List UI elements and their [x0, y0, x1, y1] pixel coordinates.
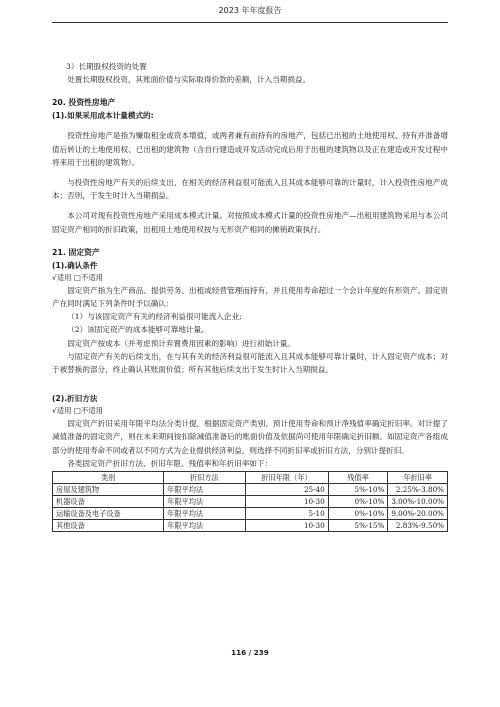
section-21-para-2: 固定资产按成本（并考虑预计弃置费用因素的影响）进行初始计量。 — [67, 338, 295, 348]
document-body — [52, 60, 448, 532]
table-header-cell: 年折旧率 — [388, 472, 448, 484]
table-cell: 2.83%-9.50% — [388, 520, 448, 532]
report-header: 2023 年年度报告 — [218, 6, 282, 15]
table-cell: 5%-10% — [328, 484, 388, 496]
section-21-heading: 21. 固定资产 — [52, 247, 100, 257]
table-cell: 2.25%-3.80% — [388, 484, 448, 496]
table-header-cell: 折旧年限（年） — [245, 472, 328, 484]
table-cell: 5-10 — [245, 508, 328, 520]
table-header-cell: 类别 — [53, 472, 164, 484]
table-header-cell: 折旧方法 — [164, 472, 245, 484]
page-number: 116 / 239 — [231, 648, 269, 657]
table-cell: 3.00%-10.00% — [388, 496, 448, 508]
applicability-checkbox-2: √适用 □不适用 — [52, 406, 103, 416]
depreciation-table — [52, 471, 448, 532]
table-row — [53, 520, 448, 532]
table-cell: 年限平均法 — [164, 496, 245, 508]
table-cell: 年限平均法 — [164, 484, 245, 496]
table-cell: 9.00%-20.00% — [388, 508, 448, 520]
section-20-para-2: 与投资性房地产有关的后续支出，在相关的经济利益很可能流入且其成本能够可靠的计量时，计入投资性房地产成本；否则，于发生时计入当期损益。 — [52, 178, 448, 201]
table-cell: 25-40 — [245, 484, 328, 496]
table-row — [53, 496, 448, 508]
recognition-condition-1: （1）与该固定资产有关的经济利益很可能流入企业; — [67, 312, 242, 322]
recognition-condition-2: （2）该固定资产的成本能够可靠地计量。 — [67, 325, 209, 335]
table-cell: 10-30 — [245, 520, 328, 532]
table-header-row — [53, 472, 448, 484]
section-21-para-1: 固定资产指为生产商品、提供劳务、出租或经营管理而持有，并且使用寿命超过一个会计年度的有形资产。固定资产在同时满足下列条件时予以确认： — [52, 285, 448, 309]
table-cell: 运输设备及电子设备 — [53, 508, 164, 520]
section-20-para-1: 投资性房地产是指为赚取租金或资本增值，或两者兼有而持有的房地产，包括已出租的土地使用权、持有并准备增值后转让的土地使用权、已出租的建筑物（含自行建造或开发活动完成后用于出租的建筑物以及正在建造或开发过程中将来用于出租的建筑物）。 — [52, 131, 448, 167]
section-20-heading: 20. 投资性房地产 — [52, 98, 116, 108]
lt-investment-disposal-heading: 3）长期股权投资的处置 — [66, 62, 147, 71]
lt-investment-disposal-text: 处置长期股权投资，其账面价值与实际取得价款的差额，计入当期损益。 — [67, 75, 311, 85]
table-cell: 年限平均法 — [164, 508, 245, 520]
section-21-para-3: 与固定资产有关的后续支出，在与其有关的经济利益很可能流入且其成本能够可靠计量时，计入固定资产成本；对于被替换的部分，终止确认其账面价值；所有其他后续支出于发生时计入当期损益。 — [52, 351, 448, 375]
table-cell: 机器设备 — [53, 496, 164, 508]
table-cell: 0%-10% — [328, 508, 388, 520]
section-21-subheading-depreciation: (2).折旧方法 — [52, 394, 98, 404]
applicability-checkbox-1: √适用 □不适用 — [52, 272, 103, 282]
table-cell: 0%-10% — [328, 496, 388, 508]
table-cell: 其他设备 — [53, 520, 164, 532]
table-cell: 5%-15% — [328, 520, 388, 532]
table-cell: 房屋及建筑物 — [53, 484, 164, 496]
table-cell: 年限平均法 — [164, 520, 245, 532]
section-21-subheading-recognition: (1).确认条件 — [52, 260, 98, 270]
table-row — [53, 484, 448, 496]
section-20-para-3: 本公司对现有投资性房地产采用成本模式计量。对按照成本模式计量的投资性房地产—出租用建筑物采用与本公司固定资产相同的折旧政策，出租用土地使用权按与无形资产相同的摊销政策执行。 — [52, 211, 448, 234]
table-cell: 10-30 — [245, 496, 328, 508]
section-21-para-5: 各类固定资产折旧方法、折旧年限、残值率和年折旧率如下： — [67, 458, 273, 468]
table-header-cell: 残值率 — [328, 472, 388, 484]
section-21-para-4: 固定资产折旧采用年限平均法分类计提，根据固定资产类别、预计使用寿命和预计净残值率确定折旧率。对计提了减值准备的固定资产，则在未来期间按扣除减值准备后的账面价值及依据尚可使用年限确定折旧额。如固定资产各组成部分的使用寿命不同或者以不同方式为企业提供经济利益，则选择不同折旧率或折旧方法，分别计提折旧。 — [52, 419, 448, 455]
table-row — [53, 508, 448, 520]
header-divider — [52, 22, 448, 23]
section-20-subheading: (1).如果采用成本计量模式的: — [52, 111, 154, 121]
